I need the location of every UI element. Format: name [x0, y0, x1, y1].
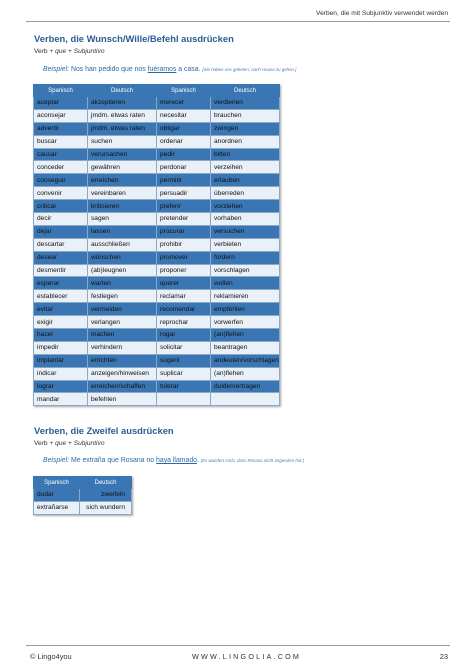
- example-label: Beispiel:: [43, 66, 70, 73]
- table-cell: necesitar: [157, 109, 211, 122]
- table-cell: indicar: [34, 367, 88, 380]
- formula-plus: +: [67, 48, 72, 55]
- table-row: [34, 225, 280, 238]
- table-row: [34, 238, 280, 251]
- table-cell: verzeihen: [211, 161, 280, 174]
- footer-brand: © Lingo4you: [30, 652, 72, 661]
- table-cell: pretender: [157, 213, 211, 226]
- table-row: [34, 161, 280, 174]
- table-row: [34, 97, 280, 110]
- table-row: [34, 174, 280, 187]
- table-cell: erreichen/schaffen: [88, 380, 157, 393]
- table-row: [34, 122, 280, 135]
- table-cell: bitten: [211, 148, 280, 161]
- example-sentence-start: Me extraña que Rosana no: [70, 457, 155, 464]
- table-cell: reprochar: [157, 316, 211, 329]
- formula-subjuntivo: Subjuntivo: [73, 440, 105, 447]
- table-cell: decir: [34, 213, 88, 226]
- example-label: Beispiel:: [43, 457, 70, 464]
- table-cell: erreichen: [88, 174, 157, 187]
- table-cell: anzeigen/hinweisen: [88, 367, 157, 380]
- table-cell: verbieten: [211, 238, 280, 251]
- column-header: Deutsch: [211, 85, 280, 97]
- column-header: Spanisch: [34, 85, 88, 97]
- table-row: [34, 251, 280, 264]
- table-cell: advertir: [34, 122, 88, 135]
- table-cell: rogar: [157, 329, 211, 342]
- verb-table-doubt: [33, 476, 132, 515]
- example-sentence-end: .: [197, 457, 199, 464]
- page-number: 23: [439, 652, 448, 661]
- table-cell: jmdm. etwas raten: [88, 122, 157, 135]
- table-cell: promover: [157, 251, 211, 264]
- table-cell: solicitar: [157, 341, 211, 354]
- table-cell: andeuten/vorschlagen: [211, 354, 280, 367]
- table-cell: procurar: [157, 225, 211, 238]
- table-row: [34, 354, 280, 367]
- formula-doubt: [34, 440, 104, 447]
- table-cell: mandar: [34, 393, 88, 406]
- table-row: [34, 501, 132, 514]
- table-cell: prohibir: [157, 238, 211, 251]
- formula-plus: +: [67, 440, 72, 447]
- example-translation: [Es wundert mich, dass Rosana nicht angerufen hat.]: [200, 458, 304, 463]
- table-cell: convenir: [34, 187, 88, 200]
- verb-table-wish: [33, 84, 280, 406]
- table-row: [34, 367, 280, 380]
- table-cell: verursachen: [88, 148, 157, 161]
- table-row: [34, 341, 280, 354]
- example-doubt: [43, 457, 304, 464]
- example-sentence-end: a casa.: [178, 66, 201, 73]
- table-row: [34, 135, 280, 148]
- table-row: [34, 187, 280, 200]
- table-row: [34, 200, 280, 213]
- table-cell: zweifeln: [80, 489, 132, 502]
- table-cell: querer: [157, 277, 211, 290]
- table-cell: vorwerfen: [211, 316, 280, 329]
- table-cell: preferir: [157, 200, 211, 213]
- formula-verb: Verb: [34, 440, 48, 447]
- formula-wish: [34, 48, 104, 55]
- table-cell: merecer: [157, 97, 211, 110]
- table-row: [34, 213, 280, 226]
- table-cell: vermeiden: [88, 303, 157, 316]
- table-cell: [157, 393, 211, 406]
- table-cell: reclamar: [157, 290, 211, 303]
- table-cell: sugerir: [157, 354, 211, 367]
- table-cell: überreden: [211, 187, 280, 200]
- table-cell: ordenar: [157, 135, 211, 148]
- table-cell: criticar: [34, 200, 88, 213]
- table-cell: permitir: [157, 174, 211, 187]
- table-cell: jmdm. etwas raten: [88, 109, 157, 122]
- formula-que: que: [55, 48, 67, 55]
- table-cell: buscar: [34, 135, 88, 148]
- table-cell: gewähren: [88, 161, 157, 174]
- table-cell: persuadir: [157, 187, 211, 200]
- table-cell: hacer: [34, 329, 88, 342]
- table-row: [34, 109, 280, 122]
- table-row: [34, 489, 132, 502]
- table-cell: tolerar: [157, 380, 211, 393]
- table-cell: errichten: [88, 354, 157, 367]
- table-cell: (an)flehen: [211, 329, 280, 342]
- table-cell: [211, 393, 280, 406]
- column-header: Spanisch: [157, 85, 211, 97]
- example-translation: [Sie haben uns gebeten, nach Hause zu gehen.]: [202, 67, 297, 72]
- table-cell: perdonar: [157, 161, 211, 174]
- table-cell: (ab)leugnen: [88, 264, 157, 277]
- table-cell: desear: [34, 251, 88, 264]
- table-cell: vereinbaren: [88, 187, 157, 200]
- table-cell: sich wundern: [80, 501, 132, 514]
- table-cell: desmentir: [34, 264, 88, 277]
- footer-site-link[interactable]: WWW.LINGOLIA.COM: [192, 652, 302, 661]
- table-cell: suplicar: [157, 367, 211, 380]
- example-wish: [43, 66, 296, 73]
- section-title-wish: Verben, die Wunsch/Wille/Befehl ausdrücken: [34, 33, 234, 44]
- table-cell: dudar: [34, 489, 80, 502]
- table-cell: aconsejar: [34, 109, 88, 122]
- table-cell: akzeptieren: [88, 97, 157, 110]
- table-cell: aceptar: [34, 97, 88, 110]
- table-cell: lassen: [88, 225, 157, 238]
- example-subjunctive-verb: haya llamado: [156, 457, 198, 464]
- table-cell: warten: [88, 277, 157, 290]
- example-sentence-start: Nos han pedido que nos: [70, 66, 146, 73]
- table-cell: kritisieren: [88, 200, 157, 213]
- table-cell: (an)flehen: [211, 367, 280, 380]
- table-cell: beantragen: [211, 341, 280, 354]
- table-cell: obligar: [157, 122, 211, 135]
- table-cell: extrañarse: [34, 501, 80, 514]
- table-cell: suchen: [88, 135, 157, 148]
- table-cell: vorhaben: [211, 213, 280, 226]
- formula-plus: +: [49, 440, 54, 447]
- table-cell: recomendar: [157, 303, 211, 316]
- table-row: [34, 329, 280, 342]
- footer-rule: [26, 645, 450, 646]
- table-cell: festlegen: [88, 290, 157, 303]
- table-cell: dulden/ertragen: [211, 380, 280, 393]
- table-cell: erlauben: [211, 174, 280, 187]
- table-row: [34, 303, 280, 316]
- table-cell: esperar: [34, 277, 88, 290]
- formula-verb: Verb: [34, 48, 48, 55]
- table-cell: vorziehen: [211, 200, 280, 213]
- formula-subjuntivo: Subjuntivo: [73, 48, 105, 55]
- table-cell: proponer: [157, 264, 211, 277]
- table-cell: machen: [88, 329, 157, 342]
- table-cell: conseguir: [34, 174, 88, 187]
- formula-que: que: [55, 440, 67, 447]
- table-row: [34, 264, 280, 277]
- table-cell: establecer: [34, 290, 88, 303]
- table-cell: lograr: [34, 380, 88, 393]
- table-cell: sagen: [88, 213, 157, 226]
- table-cell: pedir: [157, 148, 211, 161]
- table-cell: wollen: [211, 277, 280, 290]
- column-header: Deutsch: [80, 477, 132, 489]
- table-cell: implantar: [34, 354, 88, 367]
- table-cell: brauchen: [211, 109, 280, 122]
- table-row: [34, 380, 280, 393]
- table-cell: causar: [34, 148, 88, 161]
- table-cell: fördern: [211, 251, 280, 264]
- table-cell: zwingen: [211, 122, 280, 135]
- example-subjunctive-verb: fuéramos: [147, 66, 177, 73]
- table-row: [34, 148, 280, 161]
- running-header: Verben, die mit Subjunktiv verwendet werden: [316, 10, 448, 17]
- table-cell: befehlen: [88, 393, 157, 406]
- table-cell: vorschlagen: [211, 264, 280, 277]
- table-cell: exigir: [34, 316, 88, 329]
- table-cell: verdienen: [211, 97, 280, 110]
- formula-plus: +: [49, 48, 54, 55]
- table-cell: descartar: [34, 238, 88, 251]
- table-cell: verhindern: [88, 341, 157, 354]
- table-cell: reklamieren: [211, 290, 280, 303]
- table-row: [34, 277, 280, 290]
- table-row: [34, 393, 280, 406]
- table-cell: conceder: [34, 161, 88, 174]
- table-row: [34, 316, 280, 329]
- table-cell: wünschen: [88, 251, 157, 264]
- table-cell: dejar: [34, 225, 88, 238]
- column-header: Deutsch: [88, 85, 157, 97]
- table-cell: ausschließen: [88, 238, 157, 251]
- section-title-doubt: Verben, die Zweifel ausdrücken: [34, 425, 174, 436]
- header-rule: [26, 21, 450, 22]
- table-cell: verlangen: [88, 316, 157, 329]
- table-cell: evitar: [34, 303, 88, 316]
- table-cell: anordnen: [211, 135, 280, 148]
- table-cell: empfehlen: [211, 303, 280, 316]
- table-cell: versuchen: [211, 225, 280, 238]
- table-row: [34, 290, 280, 303]
- table-cell: impedir: [34, 341, 88, 354]
- column-header: Spanisch: [34, 477, 80, 489]
